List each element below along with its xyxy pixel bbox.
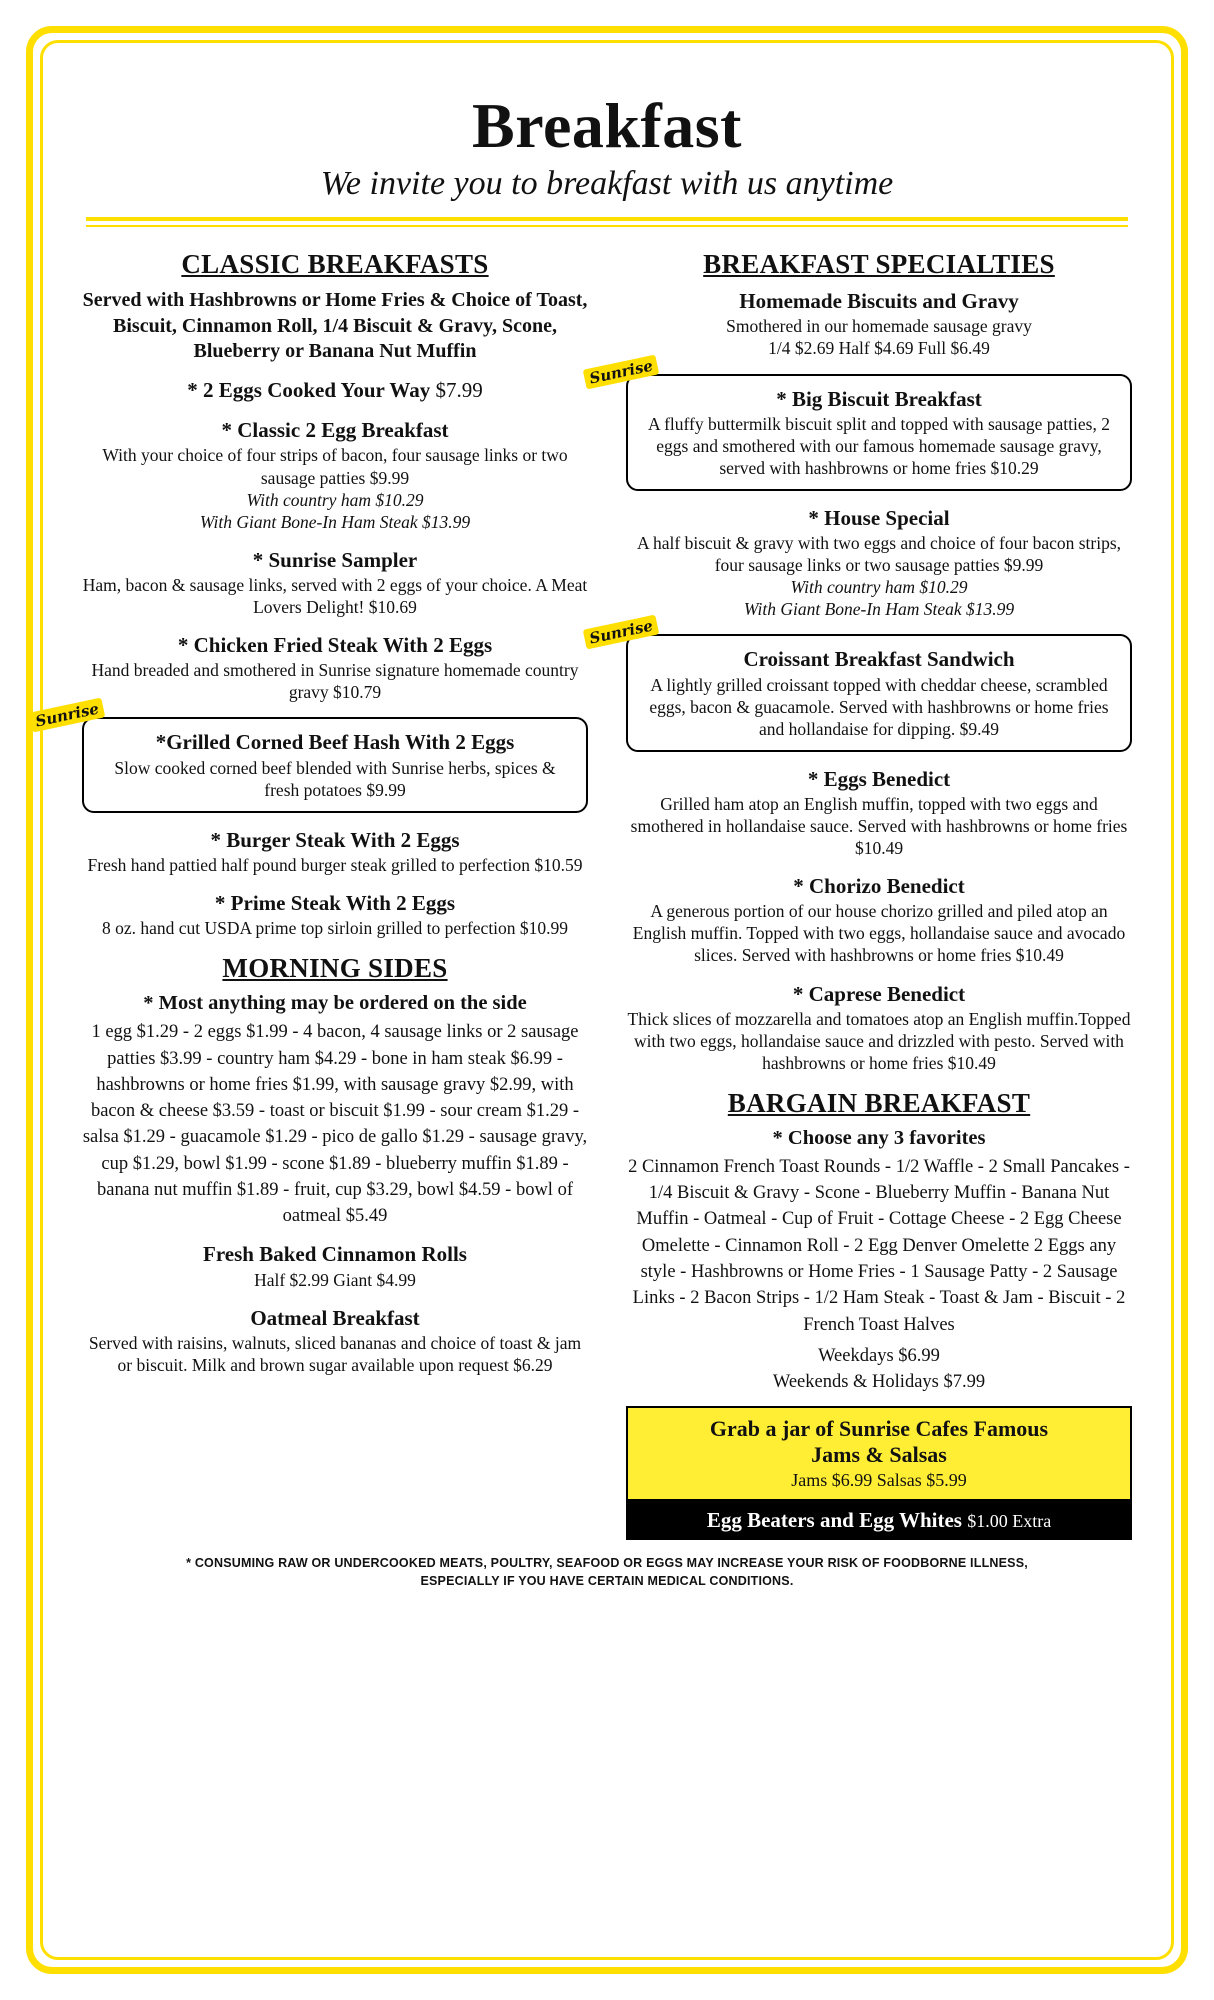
item-title: * Caprese Benedict: [792, 981, 966, 1006]
item-note: With Giant Bone-In Ham Steak $13.99: [199, 511, 471, 532]
item-description: A generous portion of our house chorizo grilled and piled atop an English muffin. Topped with two eggs, hollandaise sauce and avocado slices. Served with hashbrowns or home fries $10.49: [632, 901, 1126, 966]
item-title: * House Special: [808, 505, 950, 530]
item-title: * Prime Steak With 2 Eggs: [214, 890, 456, 915]
divider-yellow-thick: [86, 217, 1128, 221]
menu-item: [82, 417, 588, 532]
item-title: * Eggs Benedict: [807, 766, 951, 791]
page-title: Breakfast: [472, 90, 742, 161]
menu-item: [626, 766, 1132, 859]
bargain-choices-list: 2 Cinnamon French Toast Rounds - 1/2 Waffle - 2 Small Pancakes - 1/4 Biscuit & Gravy - Scone - Blueberry Muffin - Banana Nut Muffin - Oatmeal - Cup of Fruit - Cottage Cheese - 2 Egg Cheese Omelette - Cinnamon Roll - 2 Egg Denver Omelette 2 Eggs any style - Hashbrowns or Home Fries - 1 Sausage Patty - 2 Sausage Links - 2 Bacon Strips - 1/2 Ham Steak - Toast & Jam - Biscuit - 2 French Toast Halves: [628, 1156, 1130, 1335]
egg-beaters-label: Egg Beaters and Egg Whites: [706, 1508, 962, 1533]
menu-item: [626, 981, 1132, 1074]
section-breakfast-specialties: BREAKFAST SPECIALTIES: [703, 249, 1055, 280]
item-title: * Chorizo Benedict: [793, 874, 965, 899]
item-title: Oatmeal Breakfast: [250, 1305, 420, 1330]
disclaimer-line-2: ESPECIALLY IF YOU HAVE CERTAIN MEDICAL CONDITIONS.: [420, 1574, 794, 1589]
menu-columns: [33, 241, 1132, 1540]
menu-item: [626, 288, 1132, 359]
menu-header: [82, 70, 1132, 203]
item-title: * Big Biscuit Breakfast: [776, 386, 982, 411]
item-title: * Sunrise Sampler: [252, 547, 418, 572]
item-description: Smothered in our homemade sausage gravy: [726, 316, 1032, 337]
menu-content: [33, 64, 1150, 1591]
menu-item: [82, 890, 588, 939]
menu-item: [82, 1241, 588, 1290]
morning-sides-subhead: * Most anything may be ordered on the side: [143, 992, 527, 1015]
right-column: [587, 241, 1132, 1540]
divider-yellow-thin: [86, 225, 1128, 227]
item-description: Half $2.99 Giant $4.99: [254, 1269, 416, 1290]
item-title: Croissant Breakfast Sandwich: [743, 647, 1015, 672]
morning-sides-list: 1 egg $1.29 - 2 eggs $1.99 - 4 bacon, 4 sausage links or 2 sausage patties $3.99 - country ham $4.29 - bone in ham steak $6.99 - hashbrowns or home fries $1.99, with sausage gravy $2.99, with bacon & cheese $3.59 - toast or biscuit $1.99 - sour cream $1.29 - salsa $1.29 - guacamole $1.29 - pico de gallo $1.29 - sausage gravy, cup $1.29, bowl $1.99 - scone $1.89 - blueberry muffin $1.89 - banana nut muffin $1.89 - fruit, cup $3.29, bowl $4.59 - bowl of oatmeal $5.49: [82, 1022, 588, 1227]
jams-promo-prices: Jams $6.99 Salsas $5.99: [791, 1470, 967, 1491]
item-description: Grilled ham atop an English muffin, topped with two eggs and smothered in hollandaise sauce. Served with hashbrowns or home fries $10.49: [630, 794, 1128, 859]
jams-promo-title-line1: Grab a jar of Sunrise Cafes Famous: [709, 1415, 1049, 1441]
bargain-prices: [626, 1344, 1132, 1396]
item-title: [82, 377, 588, 403]
featured-item-corned-beef-hash: [33, 699, 588, 812]
bargain-subhead: * Choose any 3 favorites: [772, 1126, 986, 1149]
item-description: Ham, bacon & sausage links, served with 2 eggs of your choice. A Meat Lovers Delight! $10.69: [82, 574, 588, 617]
item-description: Thick slices of mozzarella and tomatoes atop an English muffin.Topped with two eggs, hollandaise sauce and drizzled with pesto. Served with hashbrowns or home fries $10.49: [627, 1008, 1131, 1073]
item-price: 1/4 $2.69 Half $4.69 Full $6.49: [768, 338, 990, 359]
item-description: Slow cooked corned beef blended with Sunrise herbs, spices & fresh potatoes $9.99: [114, 757, 556, 800]
sunrise-badge: Sunrise: [29, 698, 106, 733]
section-morning-sides: MORNING SIDES: [222, 953, 448, 984]
bargain-weekday-price: Weekdays $6.99: [818, 1345, 940, 1366]
featured-item-croissant-breakfast-sandwich: [587, 616, 1132, 751]
left-column: [33, 241, 592, 1540]
item-description: 8 oz. hand cut USDA prime top sirloin grilled to perfection $10.99: [101, 918, 569, 939]
menu-item: [82, 632, 588, 703]
menu-item: [82, 1305, 588, 1376]
item-price: $7.99: [435, 377, 483, 402]
egg-beaters-extra-charge: $1.00 Extra: [967, 1511, 1052, 1532]
bargain-weekend-price: Weekends & Holidays $7.99: [772, 1371, 986, 1392]
item-label: * 2 Eggs Cooked Your Way: [187, 377, 431, 402]
item-description: A half biscuit & gravy with two eggs and choice of four bacon strips, four sausage links or two sausage patties $9.99: [636, 533, 1122, 576]
egg-beaters-box: [626, 1501, 1132, 1540]
jams-promo-title-line2: Jams & Salsas: [811, 1441, 947, 1467]
item-note: With Giant Bone-In Ham Steak $13.99: [743, 599, 1015, 620]
menu-item: [626, 873, 1132, 966]
item-title: Fresh Baked Cinnamon Rolls: [203, 1242, 467, 1267]
item-description: A fluffy buttermilk biscuit split and topped with sausage patties, 2 eggs and smothered with our famous homemade sausage gravy, served with hashbrowns or home fries $10.29: [648, 413, 1110, 478]
sunrise-badge: Sunrise: [583, 354, 660, 389]
item-title: * Burger Steak With 2 Eggs: [210, 827, 460, 852]
disclaimer-line-1: * CONSUMING RAW OR UNDERCOOKED MEATS, POULTRY, SEAFOOD OR EGGS MAY INCREASE YOUR RISK OF FOODBORNE ILLNESS,: [186, 1556, 1028, 1571]
sunrise-badge: Sunrise: [583, 615, 660, 650]
featured-item-big-biscuit-breakfast: [587, 356, 1132, 491]
menu-item: [82, 377, 588, 403]
classic-lead-text: Served with Hashbrowns or Home Fries & Choice of Toast, Biscuit, Cinnamon Roll, 1/4 Biscuit & Gravy, Scone, Blueberry or Banana Nut Muffin: [82, 289, 588, 363]
menu-item: [82, 827, 588, 876]
item-description: A lightly grilled croissant topped with cheddar cheese, scrambled eggs, bacon & guacamole. Served with hashbrowns or home fries and hollandaise for dipping. $9.49: [649, 674, 1109, 739]
item-title: * Chicken Fried Steak With 2 Eggs: [177, 633, 493, 657]
item-description: Hand breaded and smothered in Sunrise signature homemade country gravy $10.79: [91, 660, 579, 703]
item-note: With country ham $10.29: [246, 489, 424, 510]
item-note: With country ham $10.29: [790, 577, 968, 598]
item-description: Served with raisins, walnuts, sliced bananas and choice of toast & jam or biscuit. Milk and brown sugar available upon request $6.29: [88, 1332, 582, 1375]
item-description: With your choice of four strips of bacon, four sausage links or two sausage patties $9.99: [102, 445, 568, 488]
item-title: *Grilled Corned Beef Hash With 2 Eggs: [155, 730, 515, 755]
page-subtitle: We invite you to breakfast with us anytime: [320, 165, 894, 203]
item-description: Fresh hand pattied half pound burger steak grilled to perfection $10.59: [87, 854, 583, 875]
disclaimer: [82, 1554, 1132, 1590]
menu-item: [82, 547, 588, 618]
item-title: Homemade Biscuits and Gravy: [739, 289, 1019, 314]
menu-item: [626, 505, 1132, 620]
section-bargain-breakfast: BARGAIN BREAKFAST: [727, 1087, 1031, 1118]
item-title: * Classic 2 Egg Breakfast: [221, 418, 449, 443]
section-classic-breakfasts: CLASSIC BREAKFASTS: [181, 249, 489, 280]
jams-salsas-promo-box: [626, 1406, 1132, 1502]
